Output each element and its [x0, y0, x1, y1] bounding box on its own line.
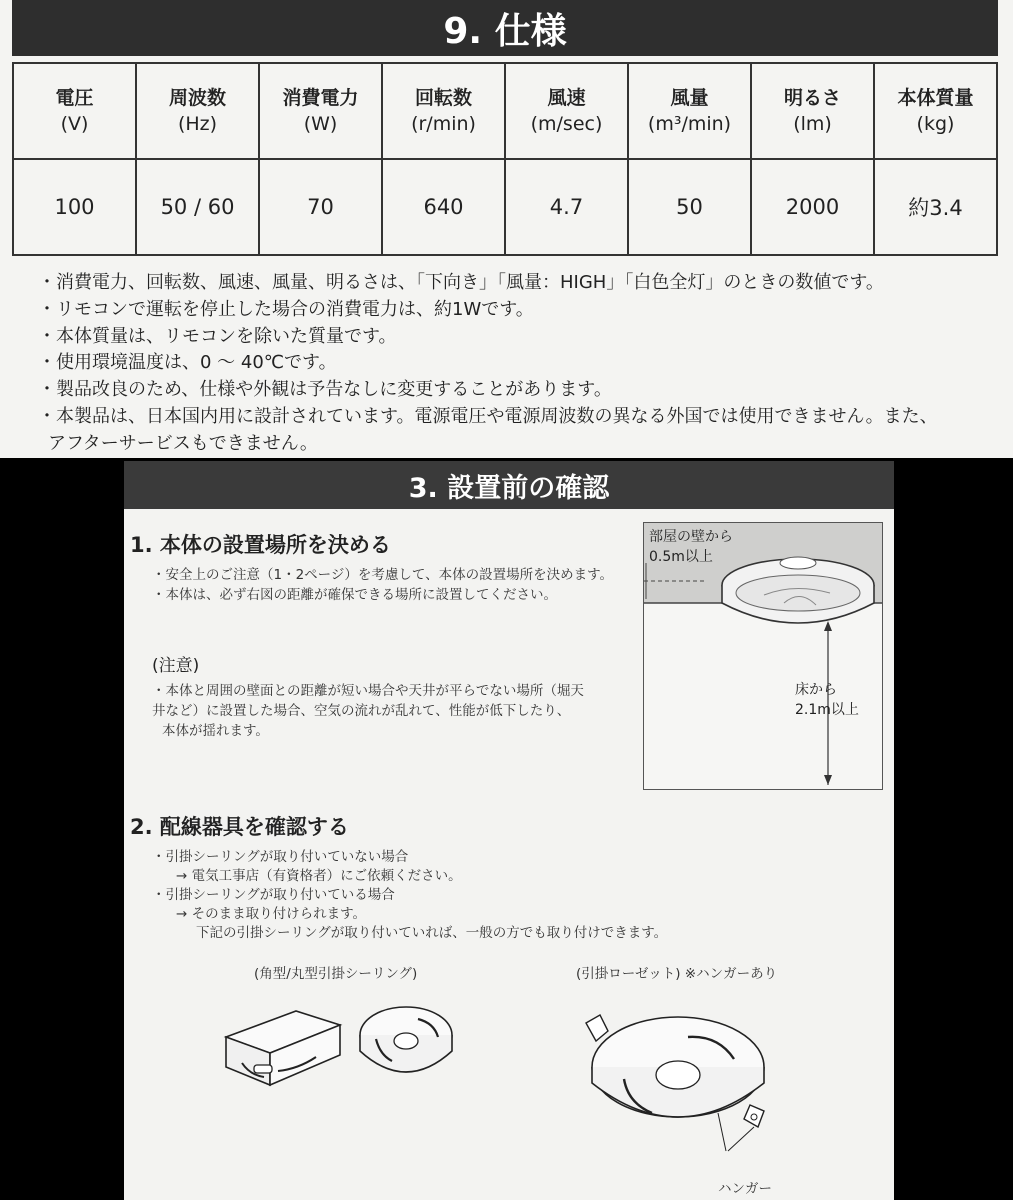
- section2-line: → そのまま取り付けられます。: [176, 906, 367, 922]
- spec-panel: [0, 0, 1013, 458]
- spec-note: ・使用環境温度は、0 ～ 40℃です。: [38, 352, 337, 374]
- section1-title: 1. 本体の設置場所を決める: [130, 533, 391, 557]
- spec-col-brightness: 明るさ (lm): [751, 63, 874, 159]
- spec-note: ・本製品は、日本国内用に設計されています。電源電圧や電源周波数の異なる外国では使用できません。また、: [38, 405, 938, 427]
- spec-note: ・本体質量は、リモコンを除いた質量です。: [38, 325, 397, 347]
- wall-clearance-value: 0.5m以上: [649, 549, 713, 565]
- spec-col-voltage: 電圧 (V): [13, 63, 136, 159]
- section2-line: ・引掛シーリングが取り付いていない場合: [152, 849, 409, 865]
- caution-line: ・本体と周囲の壁面との距離が短い場合や天井が平らでない場所（堀天: [152, 683, 584, 699]
- caution-line: 本体が揺れます。: [162, 723, 269, 739]
- spec-value-frequency: 50 / 60: [136, 159, 259, 255]
- spec-col-mass: 本体質量 (kg): [874, 63, 997, 159]
- spec-note: アフターサービスもできません。: [48, 432, 318, 454]
- ceiling-outlet-caption-left: (角型/丸型引掛シーリング): [254, 966, 418, 982]
- spec-value-wind-speed: 4.7: [505, 159, 628, 255]
- spec-col-frequency: 周波数 (Hz): [136, 63, 259, 159]
- floor-clearance-value: 2.1m以上: [795, 702, 859, 718]
- square-ceiling-outlet-icon: [220, 997, 350, 1097]
- section2-line: ・引掛シーリングが取り付いている場合: [152, 887, 395, 903]
- spec-table: [12, 62, 998, 256]
- spec-value-brightness: 2000: [751, 159, 874, 255]
- hanger-rosette-icon: [578, 1001, 778, 1161]
- section2-line: 下記の引掛シーリングが取り付いていれば、一般の方でも取り付けできます。: [196, 925, 668, 941]
- spec-note: ・リモコンで運転を停止した場合の消費電力は、約1Wです。: [38, 298, 534, 320]
- section1-bullet: ・本体は、必ず右図の距離が確保できる場所に設置してください。: [152, 587, 557, 603]
- spec-value-rpm: 640: [382, 159, 505, 255]
- install-panel: [124, 461, 894, 1200]
- spec-value-power: 70: [259, 159, 382, 255]
- spec-notes: [38, 270, 1003, 458]
- install-header: 3. 設置前の確認: [124, 461, 894, 509]
- spec-value-voltage: 100: [13, 159, 136, 255]
- spec-value-airflow: 50: [628, 159, 751, 255]
- spec-note: ・消費電力、回転数、風速、風量、明るさは、「下向き」「風量：HIGH」「白色全灯」のときの数値です。: [38, 272, 884, 293]
- spec-value-row: [13, 159, 997, 255]
- hanger-label: ハンガー: [718, 1181, 772, 1197]
- round-ceiling-outlet-icon: [356, 1001, 456, 1091]
- spec-col-power: 消費電力 (W): [259, 63, 382, 159]
- section1-bullet: ・安全上のご注意（1・2ページ）を考慮して、本体の設置場所を決めます。: [152, 567, 614, 583]
- section2-title: 2. 配線器具を確認する: [130, 815, 349, 839]
- wall-clearance-label: 部屋の壁から: [649, 529, 733, 545]
- spec-note: ・製品改良のため、仕様や外観は予告なしに変更することがあります。: [38, 379, 612, 401]
- spec-col-wind-speed: 風速 (m/sec): [505, 63, 628, 159]
- section2-line: → 電気工事店（有資格者）にご依頼ください。: [176, 868, 462, 884]
- caution-title: (注意): [152, 656, 200, 676]
- caution-line: 井など）に設置した場合、空気の流れが乱れて、性能が低下したり、: [152, 703, 571, 719]
- ceiling-outlet-caption-right: (引掛ローゼット) ※ハンガーあり: [576, 966, 778, 982]
- installation-clearance-diagram: [643, 522, 883, 790]
- spec-header-row: [13, 63, 997, 159]
- spec-value-mass: 約3.4: [874, 159, 997, 255]
- floor-clearance-label: 床から: [795, 682, 837, 698]
- spec-header: 9. 仕様: [12, 0, 998, 56]
- spec-col-rpm: 回転数 (r/min): [382, 63, 505, 159]
- spec-col-airflow: 風量 (m³/min): [628, 63, 751, 159]
